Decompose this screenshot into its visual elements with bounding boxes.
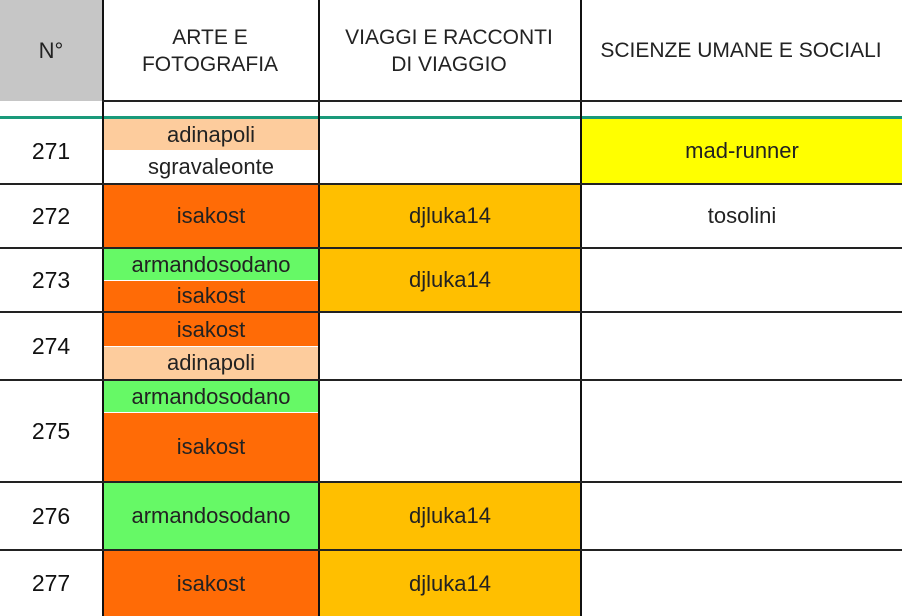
cell-274-col3[interactable] bbox=[582, 313, 902, 379]
header-col2-line1: VIAGGI E RACCONTI bbox=[345, 25, 553, 49]
grid-line-v3 bbox=[580, 0, 582, 616]
grid-line-h4 bbox=[0, 379, 902, 381]
cell-273-col1-a[interactable]: armandosodano bbox=[104, 249, 318, 280]
grid-line-v1 bbox=[102, 0, 104, 616]
row-number-271[interactable]: 271 bbox=[31, 137, 71, 164]
cell-276-col3[interactable] bbox=[582, 483, 902, 549]
cell-271-col2[interactable] bbox=[320, 119, 580, 183]
cell-272-col2[interactable]: djluka14 bbox=[320, 185, 580, 247]
grid-line-h2 bbox=[0, 247, 902, 249]
cell-271-col1-a[interactable]: adinapoli bbox=[104, 119, 318, 150]
cell-272-col3[interactable]: tosolini bbox=[707, 203, 777, 228]
cell-277-col3[interactable] bbox=[582, 551, 902, 616]
header-col1-line1: ARTE E bbox=[172, 25, 248, 49]
cell-271-col3[interactable]: mad-runner bbox=[582, 119, 902, 183]
cell-276-col2[interactable]: djluka14 bbox=[320, 483, 580, 549]
cell-275-col1-b[interactable]: isakost bbox=[104, 413, 318, 481]
cell-276-col1[interactable]: armandosodano bbox=[104, 483, 318, 549]
header-col1-line2: FOTOGRAFIA bbox=[141, 52, 279, 76]
cell-275-col3[interactable] bbox=[582, 381, 902, 481]
row-number-277[interactable]: 277 bbox=[31, 570, 71, 596]
row-number-276[interactable]: 276 bbox=[31, 502, 71, 529]
cell-272-col1[interactable]: isakost bbox=[104, 185, 318, 247]
grid-line-h5 bbox=[0, 481, 902, 483]
grid-line-h6 bbox=[0, 549, 902, 551]
row-number-275[interactable]: 275 bbox=[31, 417, 71, 444]
cell-273-col3[interactable] bbox=[582, 249, 902, 311]
header-arte-fotografia[interactable] bbox=[102, 0, 318, 101]
cell-274-col1-a[interactable]: isakost bbox=[104, 313, 318, 346]
row-number-272[interactable]: 272 bbox=[31, 202, 71, 229]
header-number-label: N° bbox=[38, 38, 64, 63]
cell-273-col2[interactable]: djluka14 bbox=[320, 249, 580, 311]
cell-274-col1-b[interactable]: adinapoli bbox=[104, 347, 318, 379]
grid-line-h-header bbox=[102, 100, 902, 102]
cell-271-col1-b[interactable]: sgravaleonte bbox=[104, 151, 318, 183]
cell-274-col2[interactable] bbox=[320, 313, 580, 379]
row-number-273[interactable]: 273 bbox=[31, 266, 71, 293]
grid-line-h3 bbox=[0, 311, 902, 313]
cell-273-col1-b[interactable]: isakost bbox=[104, 281, 318, 311]
grid-line-v2 bbox=[318, 0, 320, 616]
header-col3-line1: SCIENZE UMANE E SOCIALI bbox=[600, 39, 882, 62]
header-number[interactable] bbox=[0, 0, 102, 101]
grid-line-h1 bbox=[0, 183, 902, 185]
cell-277-col2[interactable]: djluka14 bbox=[320, 551, 580, 616]
row-number-274[interactable]: 274 bbox=[31, 332, 71, 359]
header-viaggi[interactable] bbox=[318, 0, 580, 101]
cell-275-col1-a[interactable]: armandosodano bbox=[104, 381, 318, 412]
header-scienze[interactable] bbox=[580, 0, 902, 101]
cell-275-col2[interactable] bbox=[320, 381, 580, 481]
header-col2-line2: DI VIAGGIO bbox=[391, 52, 507, 76]
cell-277-col1[interactable]: isakost bbox=[104, 551, 318, 616]
